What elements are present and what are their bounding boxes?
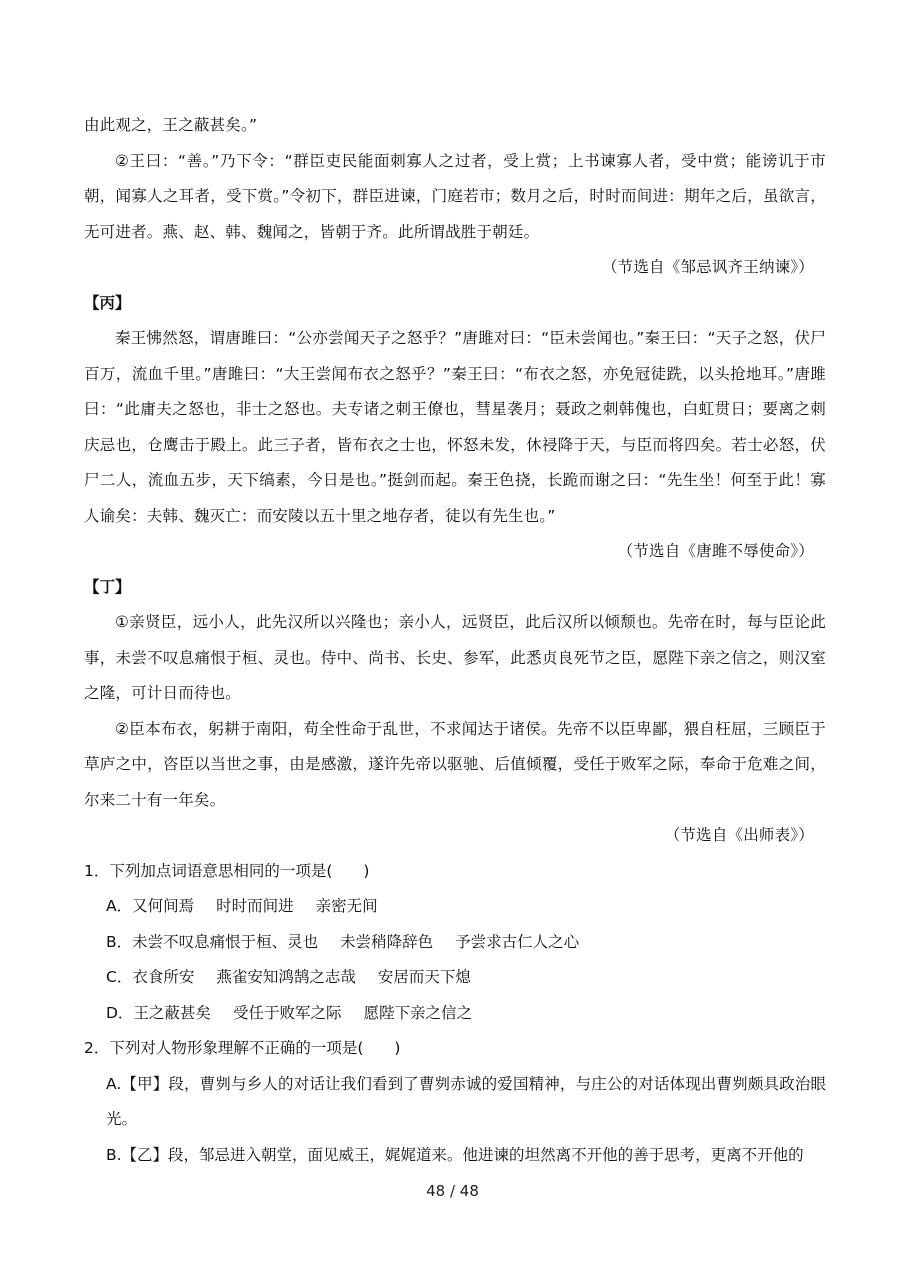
question-1-option-a xyxy=(84,889,826,925)
question-2: 2．下列对人物形象理解不正确的一项是( ) xyxy=(84,1039,401,1057)
option-a-part-3: 亲密无间 xyxy=(315,897,378,915)
question-2-option-b: B.【乙】段，邹忌进入朝堂，面见威王，娓娓道来。他进谏的坦然离不开他的善于思考，更离不开他的 xyxy=(106,1145,804,1164)
question-2-option-a: A.【甲】段，曹刿与乡人的对话让我们看到了曹刿赤诚的爱国精神，与庄公的对话体现出曹刿颇具政治眼光。 xyxy=(106,1074,826,1128)
option-c-part-2: 燕雀安知鸿鹄之志哉 xyxy=(216,968,356,986)
option-b-part-3: 予尝求古仁人之心 xyxy=(455,932,580,951)
page-number: 48 / 48 xyxy=(426,1182,479,1200)
source-citation-bing: （节选自《唐雎不辱使命》） xyxy=(617,542,814,560)
paragraph-yi-2: ②王曰：“善。”乃下令：“群臣吏民能面刺寡人之过者，受上赏；上书谏寡人者，受中赏；能谤讥于市朝，闻寡人之耳者，受下赏。”令初下，群臣进谏，门庭若市；数月之后，时时而间进：期年之后，虽欲言，无可进者。燕、赵、韩、魏闻之，皆朝于齐。此所谓战胜于朝廷。 xyxy=(84,151,826,241)
section-label-ding: 【丁】 xyxy=(84,577,131,596)
option-d-part-3: 愿陛下亲之信之 xyxy=(363,1003,472,1022)
question-1-option-d xyxy=(84,996,826,1032)
option-b-part-2: 未尝稍降辞色 xyxy=(340,932,434,951)
question-1-option-b xyxy=(84,925,826,961)
paragraph-ding-2: ②臣本布衣，躬耕于南阳，苟全性命于乱世，不求闻达于诸侯。先帝不以臣卑鄙，猥自枉屈，三顾臣于草庐之中，咨臣以当世之事，由是感激，遂许先帝以驱驰、后值倾覆，受任于败军之际，奉命于危难之间，尔来二十有一年矣。 xyxy=(84,719,826,809)
option-b-part-1: B．未尝不叹息痛恨于桓、灵也 xyxy=(106,932,319,951)
source-citation-yi: （节选自《邹忌讽齐王纳谏》） xyxy=(601,258,814,276)
option-d-part-1: D．王之蔽甚矣 xyxy=(106,1003,211,1022)
paragraph-bing: 秦王怫然怒，谓唐雎曰：“公亦尝闻天子之怒乎？”唐雎对曰：“臣未尝闻也。”秦王曰：“天子之怒，伏尸百万，流血千里。”唐雎曰：“大王尝闻布衣之怒乎？”秦王曰：“布衣之怒，亦免冠徒跣，以头抢地耳。”唐雎曰：“此庸夫之怒也，非士之怒也。夫专诸之刺王僚也，彗星袭月；聂政之刺韩傀也，白虹贯日；要离之刺庆忌也，仓鹰击于殿上。此三子者，皆布衣之士也，怀怒未发，休祲降于天，与臣而将四矣。若士必怒，伏尸二人，流血五步，天下缟素，今日是也。”挺剑而起。秦王色挠，长跪而谢之曰：“先生坐！何至于此！寡人谕矣：夫韩、魏灭亡：而安陵以五十里之地存者，徒以有先生也。” xyxy=(84,329,826,525)
option-a-part-1: A．又何间焉 xyxy=(106,897,195,915)
option-d-part-2: 受任于败军之际 xyxy=(232,1003,342,1022)
paragraph-yi-end: 由此观之，王之蔽甚矣。” xyxy=(84,116,258,134)
option-c-part-3: 安居而天下熄 xyxy=(377,968,471,986)
option-a-part-2: 时时而间进 xyxy=(216,897,294,915)
option-c-part-1: C．衣食所安 xyxy=(106,968,195,986)
section-label-bing: 【丙】 xyxy=(84,293,131,312)
paragraph-ding-1: ①亲贤臣，远小人，此先汉所以兴隆也；亲小人，远贤臣，此后汉所以倾颓也。先帝在时，每与臣论此事，未尝不叹息痛恨于桓、灵也。侍中、尚书、长史、参军，此悉贞良死节之臣，愿陛下亲之信之，则汉室之隆，可计日而待也。 xyxy=(84,613,826,702)
document-page xyxy=(84,108,826,1173)
source-citation-ding: （节选自《出师表》） xyxy=(664,826,814,844)
question-1-option-c xyxy=(84,960,826,996)
question-1: 1．下列加点词语意思相同的一项是( ) xyxy=(84,861,370,880)
